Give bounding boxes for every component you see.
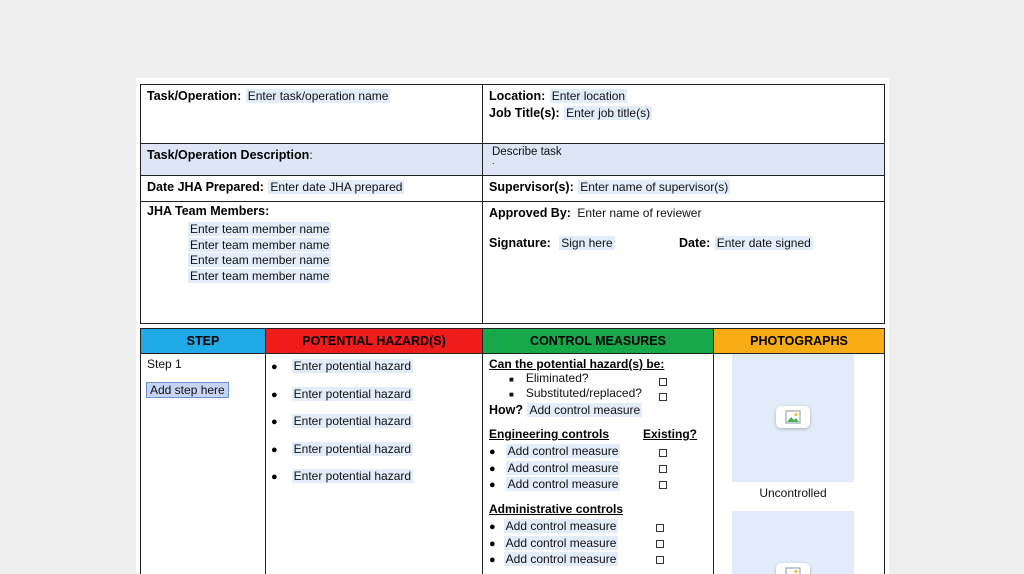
column-divider	[482, 354, 483, 574]
bullet-icon: ●	[489, 537, 496, 550]
list-item	[489, 442, 620, 459]
hazard-input[interactable]: Enter potential hazard	[293, 441, 412, 456]
administrative-checkbox[interactable]	[656, 551, 664, 569]
description-value[interactable]: Describe task	[492, 146, 562, 158]
date-label: Date JHA Prepared:	[147, 180, 264, 194]
hazard-input[interactable]: Enter potential hazard	[293, 469, 412, 483]
supervisor-label: Supervisor(s):	[489, 180, 574, 194]
jobtitle-label: Job Title(s):	[489, 106, 560, 120]
team-member-input[interactable]: Enter team member name	[190, 268, 330, 283]
column-header-hazards: POTENTIAL HAZARD(S)	[266, 329, 483, 354]
control-question: Can the potential hazard(s) be:	[489, 357, 665, 371]
column-divider	[265, 354, 266, 574]
how-label: How?	[489, 403, 524, 417]
list-item	[489, 459, 620, 476]
photo-placeholder-uncontrolled[interactable]	[732, 354, 854, 482]
square-bullet-icon: ■	[509, 390, 514, 399]
administrative-control-input[interactable]: Add control measure	[505, 519, 617, 533]
administrative-title: Administrative controls	[489, 502, 624, 516]
team-label: JHA Team Members:	[147, 204, 270, 218]
team-member-input[interactable]: Enter team member name	[190, 222, 330, 236]
row-divider	[141, 201, 884, 202]
signed-date-label: Date:	[679, 236, 711, 250]
list-item	[271, 357, 413, 385]
list-item	[489, 517, 618, 534]
column-header-step: STEP	[141, 329, 266, 354]
bullet-icon: ●	[271, 416, 278, 428]
existing-title: Existing?	[643, 427, 698, 441]
administrative-control-input[interactable]: Add control measure	[505, 535, 617, 550]
description-label-wrap	[147, 146, 313, 164]
date-input[interactable]: Enter date JHA prepared	[270, 180, 403, 194]
how-row	[489, 401, 642, 419]
substituted-checkbox[interactable]	[659, 388, 667, 406]
engineering-title: Engineering controls	[489, 427, 610, 441]
signature-input[interactable]: Sign here	[561, 236, 613, 250]
task-label: Task/Operation:	[147, 89, 242, 103]
engineering-list	[489, 442, 620, 492]
administrative-control-input[interactable]: Add control measure	[505, 552, 617, 566]
description-dot: .	[492, 156, 495, 166]
team-member-list	[188, 220, 331, 282]
photo-placeholder-controlled[interactable]	[732, 511, 854, 574]
option-substituted-label: Substituted/replaced?	[525, 386, 642, 400]
location-input[interactable]: Enter location	[551, 89, 626, 103]
list-item	[271, 385, 413, 413]
bullet-icon: ●	[271, 443, 278, 456]
hazard-list	[271, 357, 413, 495]
jobtitle-row	[489, 104, 652, 122]
column-header-controls: CONTROL MEASURES	[483, 329, 714, 354]
administrative-list	[489, 517, 618, 567]
photo-caption: Uncontrolled	[759, 486, 827, 500]
bullet-icon: ●	[489, 479, 496, 491]
location-label: Location:	[489, 89, 546, 103]
document-page	[136, 78, 889, 574]
engineering-control-input[interactable]: Add control measure	[507, 444, 619, 458]
option-eliminated	[509, 371, 589, 385]
team-row	[147, 204, 269, 218]
task-input[interactable]: Enter task/operation name	[247, 89, 389, 103]
how-input[interactable]: Add control measure	[529, 403, 641, 417]
column-divider	[482, 85, 483, 324]
add-step-input[interactable]: Add step here	[146, 382, 229, 398]
list-item	[489, 475, 620, 492]
bullet-icon: ●	[271, 471, 278, 483]
team-member-input[interactable]: Enter team member name	[190, 237, 330, 252]
row-divider	[141, 175, 884, 176]
column-divider	[713, 354, 714, 574]
team-member-input[interactable]: Enter team member name	[190, 253, 330, 267]
list-item	[489, 550, 618, 567]
step-label: Step 1	[147, 357, 182, 371]
bullet-icon: ●	[271, 361, 278, 373]
jobtitle-input[interactable]: Enter job title(s)	[566, 106, 651, 120]
list-item	[271, 467, 413, 495]
column-header-photographs: PHOTOGRAPHS	[714, 329, 884, 354]
engineering-control-input[interactable]: Add control measure	[507, 477, 619, 491]
task-row	[147, 87, 390, 105]
bullet-icon: ●	[489, 462, 496, 475]
approved-row	[489, 204, 703, 222]
signature-label: Signature:	[489, 236, 551, 250]
supervisor-row	[489, 178, 730, 196]
approved-input[interactable]: Enter name of reviewer	[577, 206, 702, 220]
header-table	[140, 84, 885, 324]
description-label: Task/Operation Description	[147, 148, 310, 162]
hazard-input[interactable]: Enter potential hazard	[293, 386, 412, 401]
add-step-wrap	[146, 381, 229, 399]
list-item	[271, 440, 413, 468]
engineering-control-input[interactable]: Add control measure	[507, 460, 619, 475]
description-input[interactable]	[492, 146, 562, 165]
location-row	[489, 87, 627, 105]
engineering-checkbox[interactable]	[659, 476, 667, 494]
bullet-icon: ●	[271, 388, 278, 401]
option-substituted	[509, 386, 642, 400]
bullet-icon: ●	[489, 554, 496, 566]
signed-date-input[interactable]: Enter date signed	[716, 236, 811, 250]
bullet-icon: ●	[489, 446, 496, 458]
signed-date-row	[679, 234, 813, 252]
hazard-input[interactable]: Enter potential hazard	[293, 414, 412, 428]
image-icon[interactable]	[776, 563, 810, 574]
image-icon[interactable]	[776, 406, 810, 428]
supervisor-input[interactable]: Enter name of supervisor(s)	[580, 180, 729, 194]
row-divider	[141, 143, 884, 144]
date-row	[147, 178, 404, 196]
approved-label: Approved By:	[489, 206, 571, 220]
bullet-icon: ●	[489, 521, 496, 533]
option-eliminated-label: Eliminated?	[525, 371, 589, 385]
hazard-input[interactable]: Enter potential hazard	[293, 359, 412, 373]
list-item	[489, 534, 618, 551]
square-bullet-icon: ■	[509, 375, 514, 384]
description-colon: :	[309, 148, 313, 162]
signature-row	[489, 234, 615, 252]
list-item	[271, 412, 413, 440]
